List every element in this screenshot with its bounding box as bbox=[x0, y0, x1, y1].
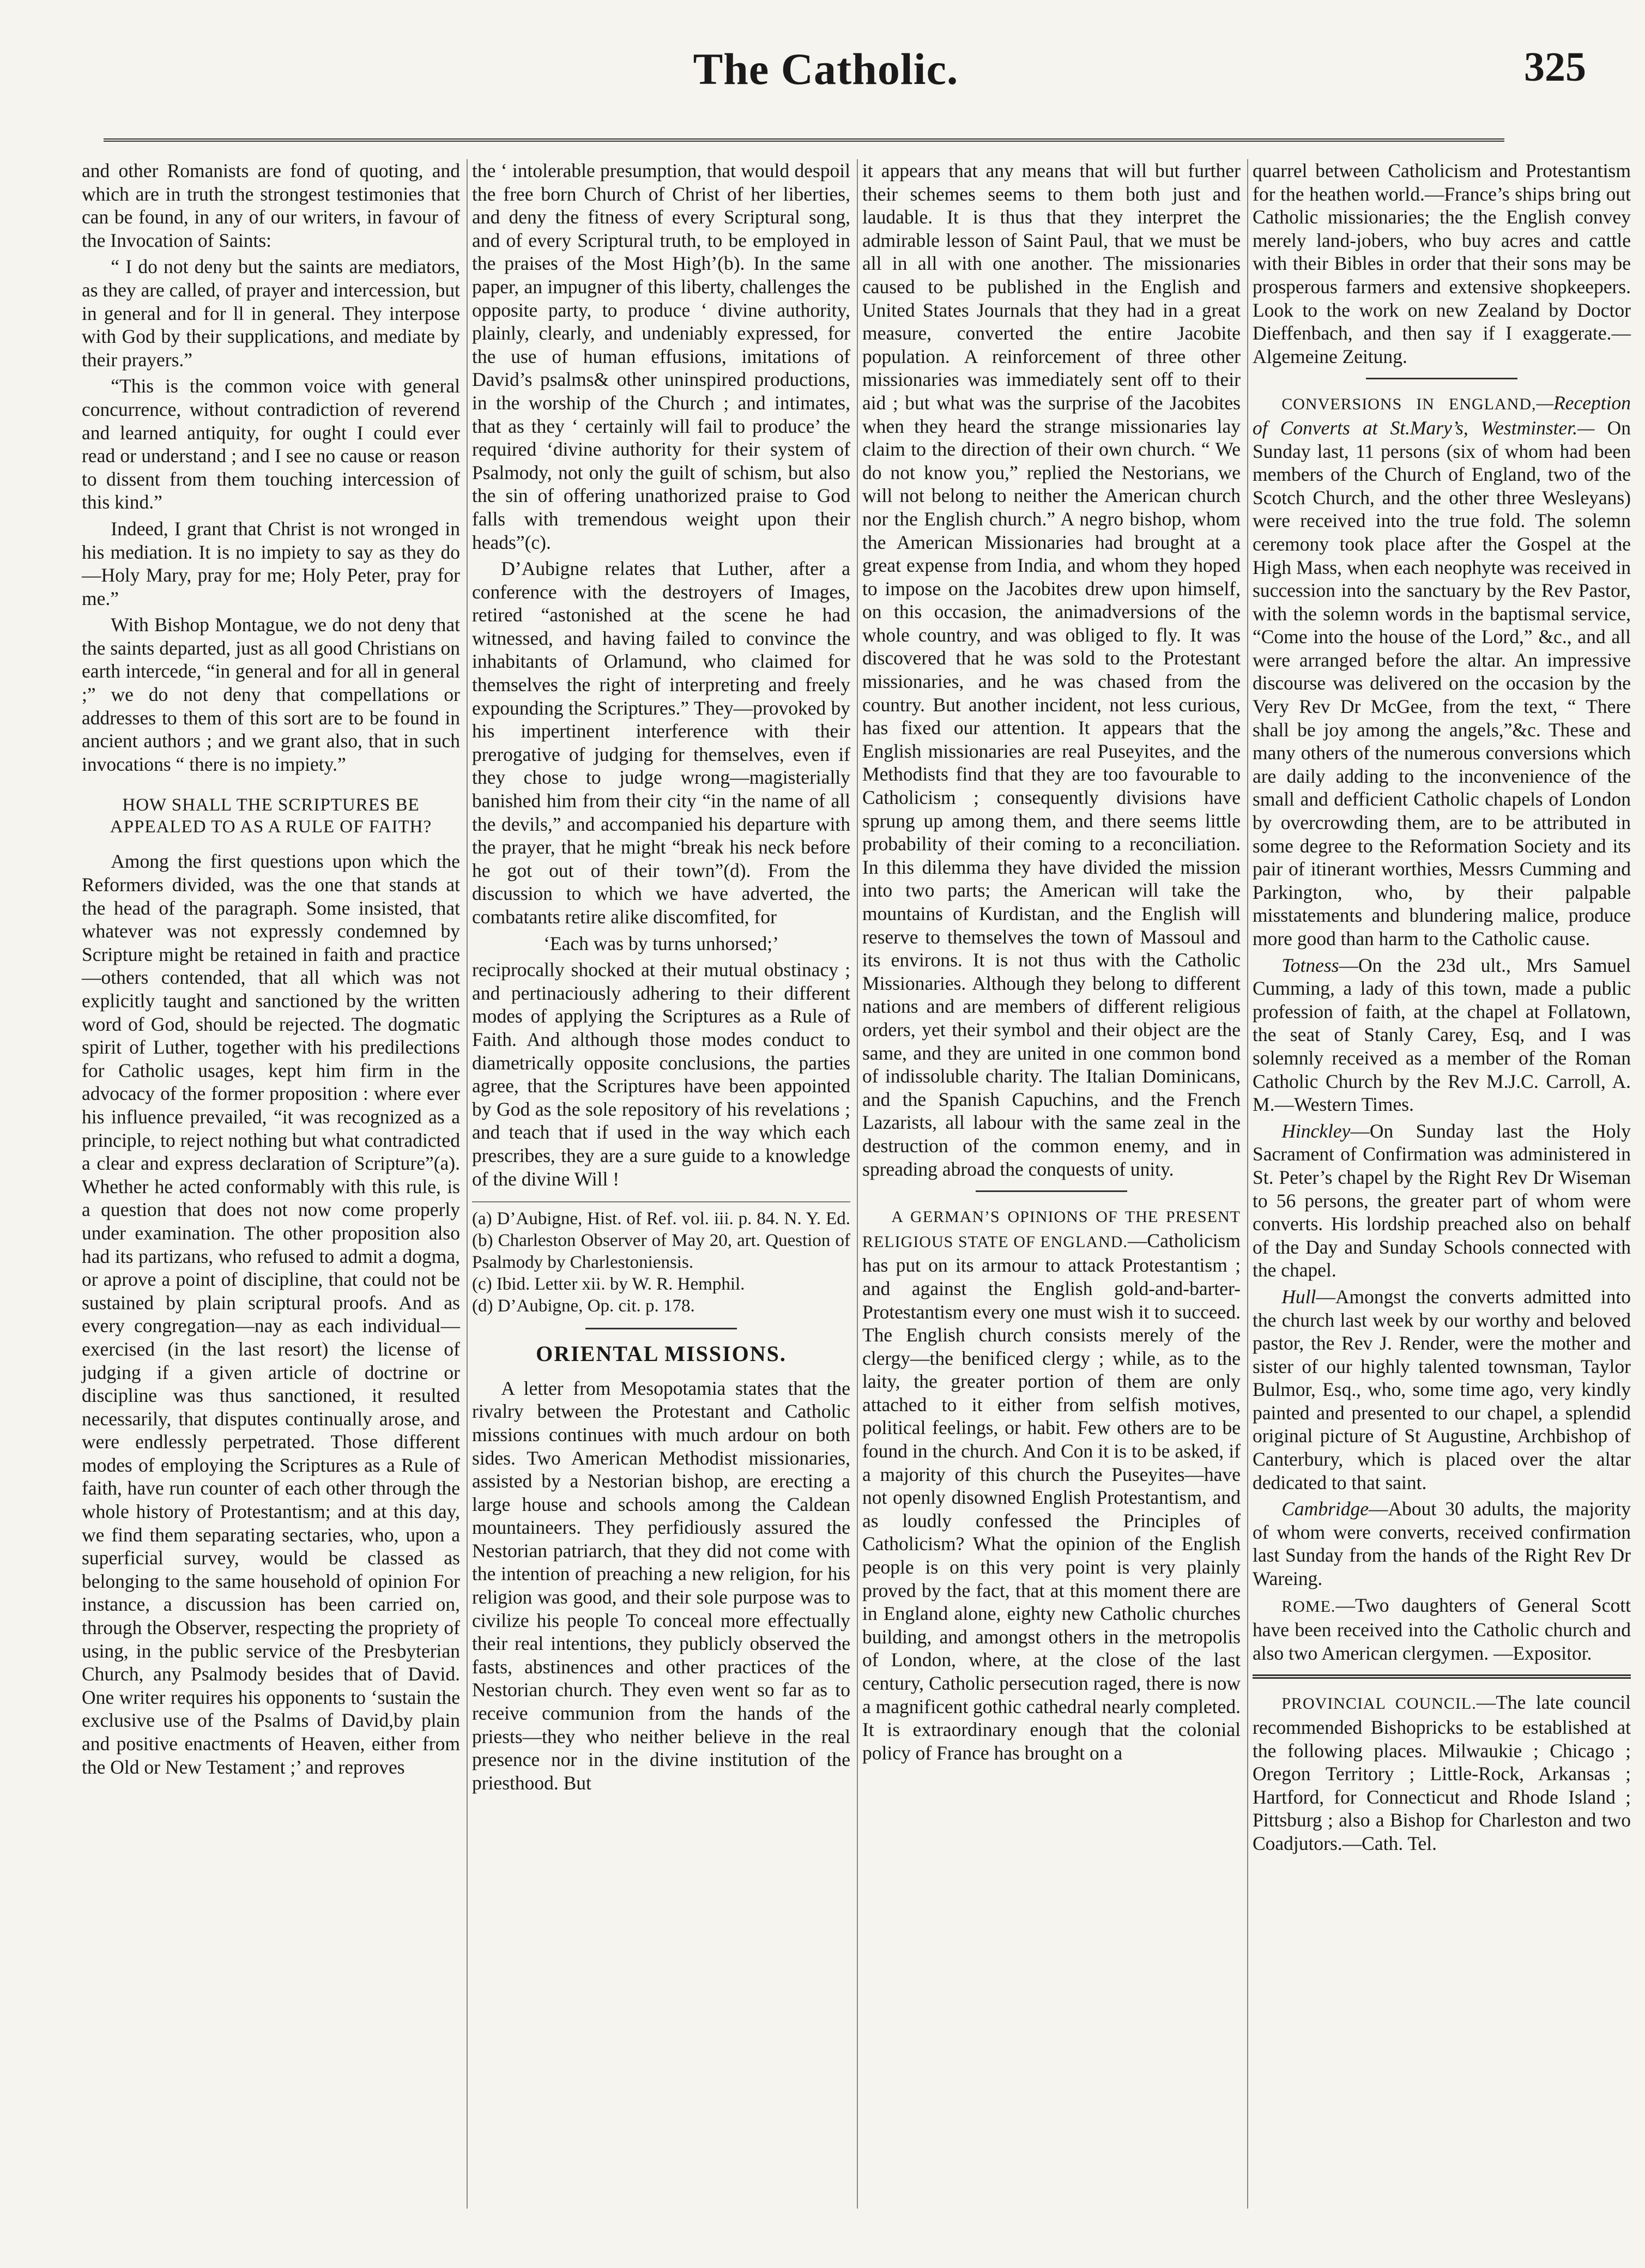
paragraph bbox=[1253, 391, 1631, 950]
article-text: On Sunday last, 11 persons (six of whom had been members of the Church of England, two of the Scotch Church, and the other three Wesleyans) were received into the true fold. The solemn ceremony took place after the Gospel at the High Mass, when each neophyte was received in succession into the sanctuary by the Rev Pastor, with the solemn words in the baptismal service, “Come into the house of the Lord,” &c., and all were arranged before the altar. An impressive discourse was delivered on the occasion by the Very Rev Dr McGee, from the text, “ There shall be joy among the angels,”&c. These and many others of the numerous conversions which are daily adding to the inconvenience of the small and defficient Catholic chapels of London by overcrowding them, are to be attributed in some degree to the Reformation Society and its pair of itinerant worthies, Messrs Cumming and Parkington, who, by their palpable misstatements and blundering malice, produce more good than harm to the Catholic cause. bbox=[1253, 416, 1631, 949]
place-label: ROME. bbox=[1281, 1597, 1336, 1616]
article-heading: CONVERSIONS IN ENGLAND, bbox=[1281, 395, 1537, 414]
section-divider bbox=[1253, 1674, 1631, 1679]
section-divider bbox=[976, 1190, 1127, 1192]
paragraph bbox=[1253, 1497, 1631, 1590]
masthead bbox=[65, 33, 1586, 114]
paragraph: Indeed, I grant that Christ is not wronged in his mediation. It is no impiety to say as they do—Holy Mary, pray for me; Holy Peter, pray for me.” bbox=[82, 517, 460, 609]
footnote: (d) D’Aubigne, Op. cit. p. 178. bbox=[472, 1296, 695, 1316]
column-divider bbox=[467, 159, 468, 2209]
quotation: “ I do not deny but the saints are mediators, as they are called, of prayer and intercession, but in general and for ll in general. They interpose with God by their supplications, and mediate by their prayers.” bbox=[82, 256, 460, 371]
paragraph bbox=[1253, 1691, 1631, 1855]
header-rule bbox=[104, 138, 1504, 142]
paragraph: and other Romanists are fond of quoting, and which are in truth the strongest testimonies that can be found, in any of our writers, in favour of the Invocation of Saints: bbox=[82, 160, 460, 251]
paragraph bbox=[862, 1204, 1241, 1764]
footnote: (c) Ibid. Letter xii. by W. R. Hemphil. bbox=[472, 1274, 745, 1295]
place-label: Hinckley bbox=[1281, 1120, 1351, 1142]
column-1 bbox=[82, 159, 460, 1782]
column-2 bbox=[472, 159, 850, 1798]
paragraph: it appears that any means that will but further their schemes seems to them both just and laudable. It is thus that they interpret the admirable lesson of Saint Paul, that we must be all in all with one another. The missionaries caused to be published in the English and United States Journals that they had in a great measure, converted the entire Jacobite population. A reinforcement of three other missionaries was immediately sent off to their aid ; but what was the surprise of the Jacobites when they heard the strange missionaries lay claim to the direction of their own church. “ We do not know you,” replied the Nestorians, we will not belong to neither the American church nor the English church.” A negro bishop, whom the American Missionaries had brought at a great expense from India, and whom they hoped to impose on the Jacobites drew upon himself, on this occasion, the animadversions of the whole country, and was obliged to fly. It was discovered that he was sold to the Protestant missionaries, and he was chased from the country. But another incident, not less curious, has fixed our attention. It appears that the English missionaries are real Puseyites, and the Methodists find that they are too favourable to Catholicism ; consequently divisions have sprung up among them, and there seems little probability of their coming to a reconciliation. In this dilemma they have divided the mission into two parts; the American will take the mountains of Kurdistan, and the English will reserve to themselves the town of Massoul and its environs. It is not thus with the Catholic Missionaries. Although they belong to different nations and are members of different religious orders, yet their symbol and their object are the same, and they are united in one common bond of indissoluble charity. The Italian Dominicans, and the Spanish Capuchins, and the French Lazarists, all labour with the same zeal in the destruction of the common enemy, and in spreading abroad the conquests of unity. bbox=[862, 160, 1241, 1180]
paragraph bbox=[1253, 1120, 1631, 1282]
paragraph bbox=[1253, 1285, 1631, 1494]
section-divider bbox=[585, 1328, 737, 1329]
section-heading: ORIENTAL MISSIONS. bbox=[536, 1341, 787, 1366]
paragraph: With Bishop Montague, we do not deny that the saints departed, just as all good Christians on earth intercede, “in general and for all in general ;” we do not deny that compellations or addresses to them of this sort are to be found in ancient authors ; and we grant also, that in such invocations “ there is no impiety.” bbox=[82, 614, 460, 775]
paragraph: Among the first questions upon which the Reformers divided, was the one that stands at the head of the paragraph. Some insisted, that whatever was not expressly condemned by Scripture might be retained in faith and practice—others contended, that all which was not explicitly taught and sanctioned by the written word of God, should be rejected. The dogmatic spirit of Luther, together with his predilections for Catholic usages, kept him firm in the advocacy of the former proposition : where ever his influence prevailed, “it was recognized as a principle, to reject nothing but what contradicted a clear and express declaration of Scripture”(a). Whether he acted conformably with this rule, is a question that does not now come properly under examination. The other proposition also had its partizans, who refused to admit a dogma, or aprove a point of discipline, that could not be sustained by plain scriptural proofs. And as every congregation—nay as each individual—exercised (in the last resort) the license of judging if a given article of doctrine or discipline was thus sanctioned, it resulted necessarily, that disputes continually arose, and were endlessly perpetrated. Those different modes of employing the Scriptures as a Rule of faith, have run counter of each other through the whole history of Protestantism; and at this day, we find them separating sectaries, who, upon a superficial survey, would be classed as belonging to the same household of opinion For instance, a discussion has been carried on, through the Observer, respecting the propriety of using, in the public service of the Presbyterian Church, any Psalmody besides that of David. One writer requires his opponents to ‘sustain the exclusive use of the Psalms of David,by plain and positive enactments of Heaven, either from the Old or New Testament ;’ and reproves bbox=[82, 850, 460, 1778]
article-text: —Amongst the converts admitted into the church last week by our worthy and beloved pastor, the Rev J. Render, were the mother and sister of our highly talented townsman, Taylor Bulmor, Esq., who, some time ago, very kindly painted and presented to our chapel, a splendid original picture of St Augustine, Archbishop of Canterbury, which is placed over the altar dedicated to that saint. bbox=[1253, 1285, 1631, 1493]
place-label: Totness bbox=[1281, 954, 1339, 976]
article-text: —Two daughters of General Scott have been received into the Catholic church and also two American clergymen. —Expositor. bbox=[1253, 1594, 1631, 1664]
verse-line: ‘Each was by turns unhorsed;’ bbox=[543, 932, 779, 954]
footnote: (a) D’Aubigne, Hist. of Ref. vol. iii. p. 84. N. Y. Ed. (b) Charleston Observer of May 20, art. Question of Psalmody by Charlestoniensis. bbox=[472, 1209, 850, 1273]
article-text: —On Sunday last the Holy Sacrament of Confirmation was administered in St. Peter’s chapel by the Right Rev Dr Wiseman to 56 persons, the greater part of whom were converts. His lordship preached also on behalf of the Day and Sunday Schools connected with the chapel. bbox=[1253, 1120, 1631, 1281]
article-heading: PROVINCIAL COUNCIL. bbox=[1281, 1695, 1477, 1713]
paragraph: reciprocally shocked at their mutual obstinacy ; and pertinaciously adhering to their different modes of applying the Scriptures as a Rule of Faith. And although those modes conduct to diametrically opposite conclusions, the parties agree, that the Scriptures have been appointed by God as the sole repository of his revelations ; and teach that if used in the way which each prescribes, they are a sure guide to a knowledge of the divine Will ! bbox=[472, 959, 850, 1190]
column-4 bbox=[1253, 159, 1631, 1859]
article-text: —The late council recommended Bishopricks to be established at the following places. Milwaukie ; Chicago ; Oregon Territory ; Little-Rock, Arkansas ; Hartford, for Connecticut and Rhode Island ; Pittsburg ; also a Bishop for Charleston and two Coadjutors.—Cath. Tel. bbox=[1253, 1691, 1631, 1854]
footnotes bbox=[472, 1201, 850, 1317]
paragraph: quarrel between Catholicism and Protestantism for the heathen world.—France’s ships bring out Catholic missionaries; the the English convey merely land-jobers, who buy acres and cattle with their Bibles in order that their sons may be prosperous farmers and extensive shopkeepers. Look to the work on new Zealand by Doctor Dieffenbach, and then say if I exaggerate.—Algemeine Zeitung. bbox=[1253, 160, 1631, 367]
column-divider bbox=[857, 159, 858, 2209]
paragraph bbox=[1253, 1594, 1631, 1665]
article-subheading: —Reception of Converts at St.Mary’s, Westminster.— bbox=[1253, 392, 1631, 439]
paragraph: the ‘ intolerable presumption, that would despoil the free born Church of Christ of her liberties, and deny the fitness of every Scriptural song, and of every Scriptural truth, to be employed in the praises of the Most High’(b). In the same paper, an impugner of this liberty, challenges the opposite party, to produce ‘ divine authority, plainly, clearly, and undeniably expressed, for the use of human effusions, imitations of David’s psalms& other uninspired productions, in the worship of the Church ; and intimates, that as they ‘ certainly will fail to produce’ the required ‘divine authority for their system of Psalmody, not only the guilt of schism, but also the sin of offering unathorized praise to God falls with tremendous weight upon their heads”(c). bbox=[472, 160, 850, 553]
place-label: Hull bbox=[1281, 1285, 1316, 1308]
column-divider bbox=[1247, 159, 1248, 2209]
section-heading: HOW SHALL THE SCRIPTURES BE APPEALED TO AS A RULE OF FAITH? bbox=[110, 795, 432, 837]
paragraph: A letter from Mesopotamia states that the rivalry between the Protestant and Catholic missions continues with much ardour on both sides. Two American Methodist missionaries, assisted by a Nestorian bishop, are erecting a large house and schools among the Caldean mountaineers. They perfidiously assured the Nestorian patriarch, that they did not come with the intention of preaching a new religion, for his religion was good, and their sole purpose was to civilize his people To conceal more effectually their real intentions, they publicly observed the fasts, abstinences and other practices of the Nestorian church. They even went so far as to receive communion from the hands of the priests—they who neither believe in the real presence nor in the divine institution of the priesthood. But bbox=[472, 1377, 850, 1794]
article-text: —Catholicism has put on its armour to attack Protestantism ; and against the English gold-and-barter-Protestantism every one must wish it to succeed. The English church consists merely of the clergy—the benificed clergy ; while, as to the laity, the greater portion of them are only attached to it either from selfish motives, political feelings, or habit. Few others are to be found in the church. And Con it is to be asked, if a majority of this church the Puseyites—have not openly disowned English Protestantism, and as loudly confessed the Principles of Catholicism? What the opinion of the English people is on this very point is very plainly proved by the fact, that at this moment there are in England alone, eighty new Catholic churches building, and amongst others in the metropolis of London, where, at the close of the last century, Catholic persecution raged, there is now a magnificent gothic cathedral nearly completed. It is extraordinary enough that the colonial policy of France has brought on a bbox=[862, 1229, 1241, 1764]
article-heading: A GERMAN’S OPINIONS OF THE PRESENT RELIGIOUS STATE OF ENGLAND. bbox=[862, 1208, 1241, 1251]
quotation: “This is the common voice with general concurrence, without contradiction of reverend and learned antiquity, for ought I could ever read or understand ; and I see no cause or reason to dissent from them touching intercession of this kind.” bbox=[82, 375, 460, 513]
column-3 bbox=[862, 159, 1241, 1768]
paragraph: D’Aubigne relates that Luther, after a conference with the destroyers of Images, retired “astonished at the scene he had witnessed, and having failed to convince the inhabitants of Orlamund, who claimed for themselves the right of interpreting and freely expounding the Scriptures.” They—provoked by his impertinent interference with their prerogative of judging for themselves, even if they chose to judge wrong—magisterially banished him from their city “in the name of all the devils,” and accompanied his departure with the prayer, that he might “break his neck before he got out of their town”(d). From the discussion to which we have adverted, the combatants retire alike discomfited, for bbox=[472, 558, 850, 928]
section-divider bbox=[1366, 378, 1517, 379]
newspaper-title: The Catholic. bbox=[693, 44, 959, 94]
place-label: Cambridge bbox=[1281, 1498, 1369, 1520]
article-text: —On the 23d ult., Mrs Samuel Cumming, a lady of this town, made a public profession of faith, at the chapel at Follatown, the seat of Stanly Carey, Esq, and I was solemnly received as a member of the Roman Catholic Church by the Rev M.J.C. Carroll, A. M.—Western Times. bbox=[1253, 954, 1631, 1116]
article-text: —About 30 adults, the majority of whom were converts, received confirmation last Sunday from the hands of the Right Rev Dr Wareing. bbox=[1253, 1498, 1631, 1590]
paragraph bbox=[1253, 954, 1631, 1116]
page-number: 325 bbox=[1524, 44, 1586, 90]
